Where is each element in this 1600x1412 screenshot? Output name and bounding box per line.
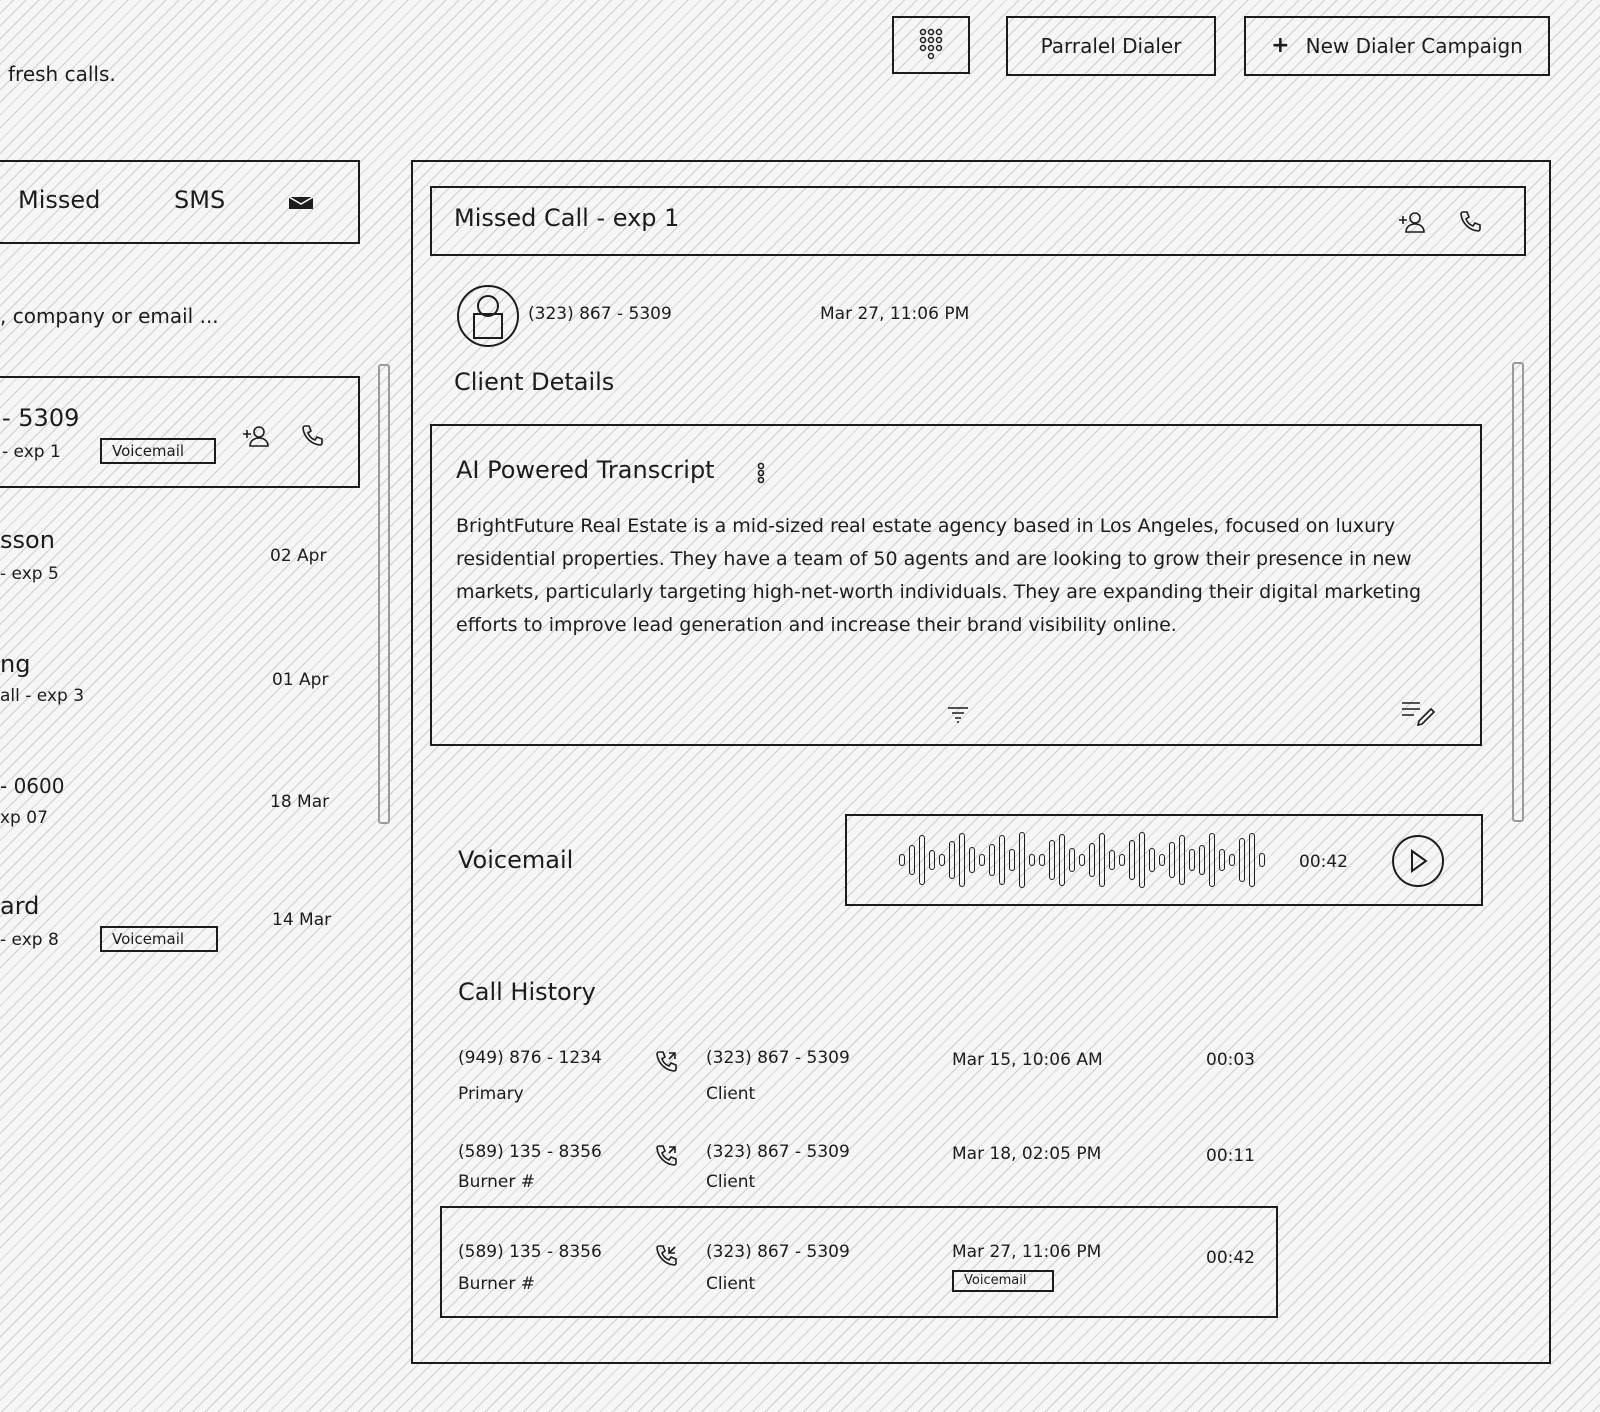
phone-icon[interactable] bbox=[1456, 208, 1484, 236]
voicemail-badge: Voicemail bbox=[100, 926, 218, 952]
info-icon[interactable] bbox=[754, 460, 768, 486]
filter-icon[interactable] bbox=[944, 702, 972, 726]
history-from-label: Burner # bbox=[458, 1274, 535, 1294]
outgoing-call-icon bbox=[652, 1142, 680, 1170]
call-list-item[interactable] bbox=[0, 768, 360, 848]
dialpad-icon bbox=[918, 28, 944, 62]
tab-missed[interactable]: Missed bbox=[18, 186, 101, 214]
envelope-icon[interactable] bbox=[286, 192, 316, 214]
call-list-item[interactable] bbox=[0, 644, 360, 724]
history-to-number: (323) 867 - 5309 bbox=[706, 1048, 850, 1068]
new-dialer-campaign-button[interactable] bbox=[1244, 16, 1550, 76]
add-contact-icon[interactable] bbox=[1398, 208, 1428, 236]
add-contact-icon[interactable] bbox=[242, 422, 272, 450]
history-from-label: Primary bbox=[458, 1084, 524, 1104]
voicemail-label: Voicemail bbox=[458, 846, 574, 874]
audio-waveform[interactable] bbox=[899, 830, 1265, 890]
history-to-number: (323) 867 - 5309 bbox=[706, 1242, 850, 1262]
call-name: sson bbox=[0, 526, 55, 554]
parallel-dialer-button[interactable] bbox=[1006, 16, 1216, 76]
history-duration: 00:03 bbox=[1206, 1050, 1255, 1070]
history-from-number: (589) 135 - 8356 bbox=[458, 1242, 602, 1262]
call-name: ard bbox=[0, 892, 40, 920]
edit-notes-icon[interactable] bbox=[1400, 698, 1436, 728]
play-icon bbox=[1391, 834, 1445, 888]
search-input[interactable]: , company or email ... bbox=[0, 304, 219, 328]
call-subtitle: - exp 8 bbox=[0, 930, 59, 950]
history-datetime: Mar 15, 10:06 AM bbox=[952, 1050, 1103, 1070]
history-from-number: (949) 876 - 1234 bbox=[458, 1048, 602, 1068]
avatar bbox=[456, 284, 520, 348]
transcript-title: AI Powered Transcript bbox=[456, 456, 715, 484]
call-date: 02 Apr bbox=[270, 546, 327, 566]
history-to-label: Client bbox=[706, 1274, 756, 1294]
voicemail-player bbox=[845, 814, 1483, 906]
plus-icon: + bbox=[1271, 33, 1290, 58]
history-row[interactable] bbox=[440, 1040, 1280, 1120]
call-list-item[interactable] bbox=[0, 520, 360, 600]
client-phone: (323) 867 - 5309 bbox=[528, 304, 672, 324]
history-duration: 00:11 bbox=[1206, 1146, 1255, 1166]
tab-sms[interactable]: SMS bbox=[174, 186, 226, 214]
incoming-call-icon bbox=[652, 1242, 680, 1270]
client-details-link[interactable]: Client Details bbox=[454, 368, 615, 396]
call-date: 14 Mar bbox=[272, 910, 332, 930]
call-subtitle: xp 07 bbox=[0, 808, 48, 828]
call-date: 18 Mar bbox=[270, 792, 330, 812]
detail-title-bar bbox=[430, 186, 1526, 256]
history-from-number: (589) 135 - 8356 bbox=[458, 1142, 602, 1162]
history-from-label: Burner # bbox=[458, 1172, 535, 1192]
call-history-title: Call History bbox=[458, 978, 596, 1006]
history-to-label: Client bbox=[706, 1084, 756, 1104]
history-datetime: Mar 27, 11:06 PM bbox=[952, 1242, 1102, 1262]
voicemail-badge: Voicemail bbox=[100, 438, 216, 464]
call-list-item[interactable] bbox=[0, 886, 360, 966]
history-datetime: Mar 18, 02:05 PM bbox=[952, 1144, 1102, 1164]
outgoing-call-icon bbox=[652, 1048, 680, 1076]
detail-title: Missed Call - exp 1 bbox=[454, 204, 680, 232]
history-duration: 00:42 bbox=[1206, 1248, 1255, 1268]
history-row[interactable] bbox=[440, 1134, 1280, 1204]
voicemail-duration: 00:42 bbox=[1299, 852, 1348, 872]
history-to-number: (323) 867 - 5309 bbox=[706, 1142, 850, 1162]
left-scrollbar[interactable] bbox=[378, 364, 390, 824]
call-name: ng bbox=[0, 650, 31, 678]
call-name: - 0600 bbox=[0, 774, 65, 798]
transcript-text: BrightFuture Real Estate is a mid-sized real estate agency based in Los Angeles, focused on luxury residential properties. They have a team of 50 agents and are looking to grow their presence in new markets, particularly targeting high-net-worth individuals. They are expanding their digital marketing efforts to improve lead generation and increase their brand visibility online. bbox=[456, 515, 1422, 636]
new-campaign-label: New Dialer Campaign bbox=[1305, 34, 1523, 58]
call-datetime: Mar 27, 11:06 PM bbox=[820, 304, 970, 324]
voicemail-badge: Voicemail bbox=[952, 1270, 1054, 1292]
call-type-tabs bbox=[0, 160, 360, 244]
play-button[interactable] bbox=[1391, 834, 1445, 888]
dialpad-button[interactable] bbox=[892, 16, 970, 74]
call-subtitle: all - exp 3 bbox=[0, 686, 85, 706]
call-date: 01 Apr bbox=[272, 670, 329, 690]
call-name: - 5309 bbox=[2, 404, 80, 432]
detail-scrollbar[interactable] bbox=[1512, 362, 1524, 822]
history-to-label: Client bbox=[706, 1172, 756, 1192]
history-row[interactable] bbox=[440, 1206, 1278, 1318]
page-subtitle: fresh calls. bbox=[8, 62, 116, 86]
transcript-card bbox=[430, 424, 1482, 746]
call-list-item[interactable] bbox=[0, 376, 360, 488]
call-subtitle: - exp 5 bbox=[0, 564, 59, 584]
call-subtitle: - exp 1 bbox=[2, 442, 61, 462]
phone-icon[interactable] bbox=[298, 422, 326, 450]
parallel-dialer-label: Parralel Dialer bbox=[1040, 34, 1182, 58]
